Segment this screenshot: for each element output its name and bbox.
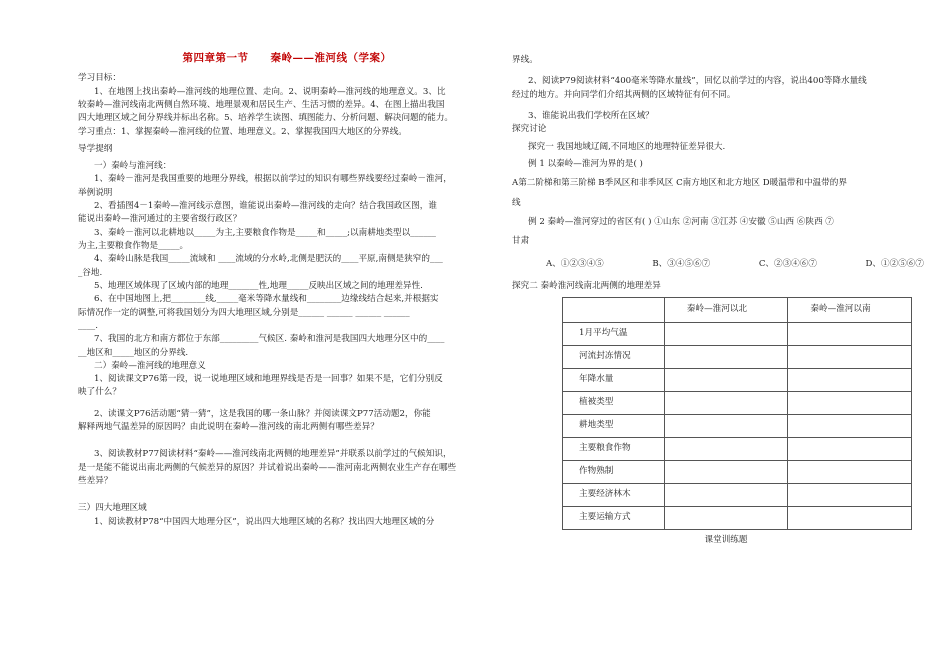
inquiry-two: 探究二 秦岭淮河线南北两侧的地理差异 [512, 280, 661, 291]
comparison-table [562, 297, 912, 530]
example-one-options: A第二阶梯和第三阶梯 B季风区和非季风区 C南方地区和北方地区 D暖温带和中温带的界 [512, 178, 847, 189]
question-line: 1、阅读教材P78“中国四大地理分区”，说出四大地理区域的名称？找出四大地理区域的分 [94, 516, 435, 527]
question-line: 界线。 [512, 55, 538, 65]
question-line: _谷地. [78, 267, 103, 278]
example-two: 例 2 秦岭—淮河穿过的省区有( ) ①山东 ②河南 ③江苏 ④安徽 ⑤山西 ⑥陕西 ⑦ [528, 216, 834, 227]
objective-line: 较秦岭—淮河线南北两侧自然环境、地理景观和居民生产、生活习惯的差异。4、在图上描出我国 [78, 99, 445, 110]
example-two-choices [512, 258, 940, 271]
table-cell[interactable] [664, 369, 788, 392]
table-cell[interactable] [788, 415, 912, 438]
question-line: 2、看插图4－1秦岭—淮河线示意图，谁能说出秦岭—淮河线的走向？结合我国政区图，谁 [94, 201, 437, 212]
table-cell[interactable] [664, 415, 788, 438]
question-line: ____. [78, 320, 98, 331]
question-line: 解释两地气温差异的原因吗？由此说明在秦岭—淮河线的南北两侧有哪些差异？ [78, 422, 379, 433]
table-cell[interactable] [788, 438, 912, 461]
question-line: __地区和_____地区的分界线. [78, 347, 189, 358]
section-heading: 一）秦岭与淮河线： [94, 161, 172, 172]
question-line: 4、秦岭山脉是我国_____流域和 ____流域的分水岭,北侧是肥沃的____平原,南侧是狭窄的___ [94, 254, 443, 265]
right-column [512, 54, 940, 547]
table-cell[interactable] [664, 346, 788, 369]
table-row-label: 主要运输方式 [563, 507, 665, 530]
table-header-south: 秦岭—淮河以南 [788, 298, 912, 323]
example-one: 例 1 以秦岭—淮河为界的是( ) [528, 158, 643, 169]
example-one-options: 线 [512, 197, 521, 208]
question-line: 能说出秦岭—淮河通过的主要省级行政区？ [78, 214, 242, 225]
table-row-label: 1月平均气温 [563, 323, 665, 346]
question-line: 举例说明 [78, 187, 113, 198]
question-line: 3、谁能说出我们学校所在区域？ [528, 110, 654, 121]
question-line: 5、地理区域体现了区域内部的地理_______性,地理_____反映出区域之间的地理差异性. [94, 280, 423, 291]
discussion-heading: 探究讨论 [512, 124, 547, 135]
table-row-label: 年降水量 [563, 369, 665, 392]
question-line: 为主,主要粮食作物是_____。 [78, 241, 189, 252]
left-column [78, 50, 496, 529]
table-cell[interactable] [788, 346, 912, 369]
question-line: 3、阅读教材P77阅读材料“秦岭——淮河线南北两侧的地理差异”并联系以前学过的气候知识， [94, 449, 452, 460]
question-line: 1、秦岭－淮河是我国重要的地理分界线，根据以前学过的知识有哪些界线要经过秦岭－淮河， [94, 174, 452, 185]
choice-d: D、①②⑤⑥⑦ [865, 259, 924, 270]
key-points: 学习重点：1、掌握秦岭—淮河线的位置、地理意义。2、掌握我国四大地区的分界线。 [78, 126, 407, 137]
question-line: 7、我国的北方和南方都位于东部_________气候区. 秦岭和淮河是我国四大地理分区中的____ [94, 334, 445, 345]
example-two: 甘肃 [512, 236, 530, 247]
table-cell[interactable] [664, 484, 788, 507]
question-line: 3、秦岭－淮河以北耕地以_____为主,主要粮食作物是_____和_____;以南耕地类型以______ [94, 227, 436, 238]
table-cell[interactable] [664, 438, 788, 461]
table-cell[interactable] [788, 484, 912, 507]
table-cell[interactable] [664, 507, 788, 530]
table-row-label: 作物熟制 [563, 461, 665, 484]
question-line: 1、阅读课文P76第一段，说一说地理区域和地理界线是否是一回事？如果不是，它们分别反 [94, 374, 443, 385]
table-row-label: 主要经济林木 [563, 484, 665, 507]
table-cell[interactable] [788, 369, 912, 392]
table-row-label: 耕地类型 [563, 415, 665, 438]
question-line: 际情况作一定的调整,可将我国划分为四大地理区域,分别是______ ______ ______ ______ [78, 307, 410, 318]
question-line: 映了什么？ [78, 387, 121, 398]
question-line: 2、阅读P79阅读材料“400毫米等降水量线”，回忆以前学过的内容，说出400等降水量线 [528, 76, 867, 87]
table-row-label: 植被类型 [563, 392, 665, 415]
objective-line: 四大地理区域之间分界线并标出名称。5、培养学生读图、填图能力、分析问题、解决问题的能力。 [78, 113, 454, 124]
question-line: 经过的地方。并向同学们介绍其两侧的区域特征有何不同。 [512, 89, 736, 100]
table-cell[interactable] [788, 507, 912, 530]
table-cell[interactable] [664, 392, 788, 415]
objectives-heading: 学习目标： [78, 73, 121, 84]
table-row-label: 河流封冻情况 [563, 346, 665, 369]
choice-b: B、③④⑤⑥⑦ [652, 259, 711, 270]
table-header-empty [563, 298, 665, 323]
table-cell[interactable] [788, 323, 912, 346]
question-line: 是一是能不能说出南北两侧的气候差异的原因？并试着说出秦岭——淮河南北两侧农业生产存在哪些 [78, 462, 457, 473]
question-line: 6、在中国地图上,把________线,_____毫米等降水量线和________边缘线结合起来,并根据实 [94, 294, 439, 305]
table-cell[interactable] [788, 392, 912, 415]
table-cell[interactable] [788, 461, 912, 484]
section-heading: 二）秦岭—淮河线的地理意义 [94, 360, 206, 371]
section-heading: 三）四大地理区域 [78, 503, 147, 514]
table-cell[interactable] [664, 323, 788, 346]
outline-heading: 导学提纲 [78, 143, 113, 154]
table-cell[interactable] [664, 461, 788, 484]
table-row-label: 主要粮食作物 [563, 438, 665, 461]
inquiry-one: 探究一 我国地域辽阔,不同地区的地理特征差异很大. [528, 141, 726, 152]
page-title: 第四章第一节 秦岭——淮河线（学案） [182, 52, 392, 64]
question-line: 2、读课文P76活动题“猜一猜”，这是我国的哪一条山脉？并阅读课文P77活动题2，你能 [94, 408, 431, 419]
choice-a: A、①②③④⑤ [546, 259, 604, 270]
choice-c: C、②③④⑥⑦ [758, 259, 817, 270]
table-caption: 课堂训练题 [704, 535, 748, 546]
objective-line: 1、在地图上找出秦岭—淮河线的地理位置、走向。2、说明秦岭—淮河线的地理意义。3、比 [94, 86, 446, 97]
question-line: 些差异？ [78, 476, 113, 487]
table-header-north: 秦岭—淮河以北 [664, 298, 788, 323]
